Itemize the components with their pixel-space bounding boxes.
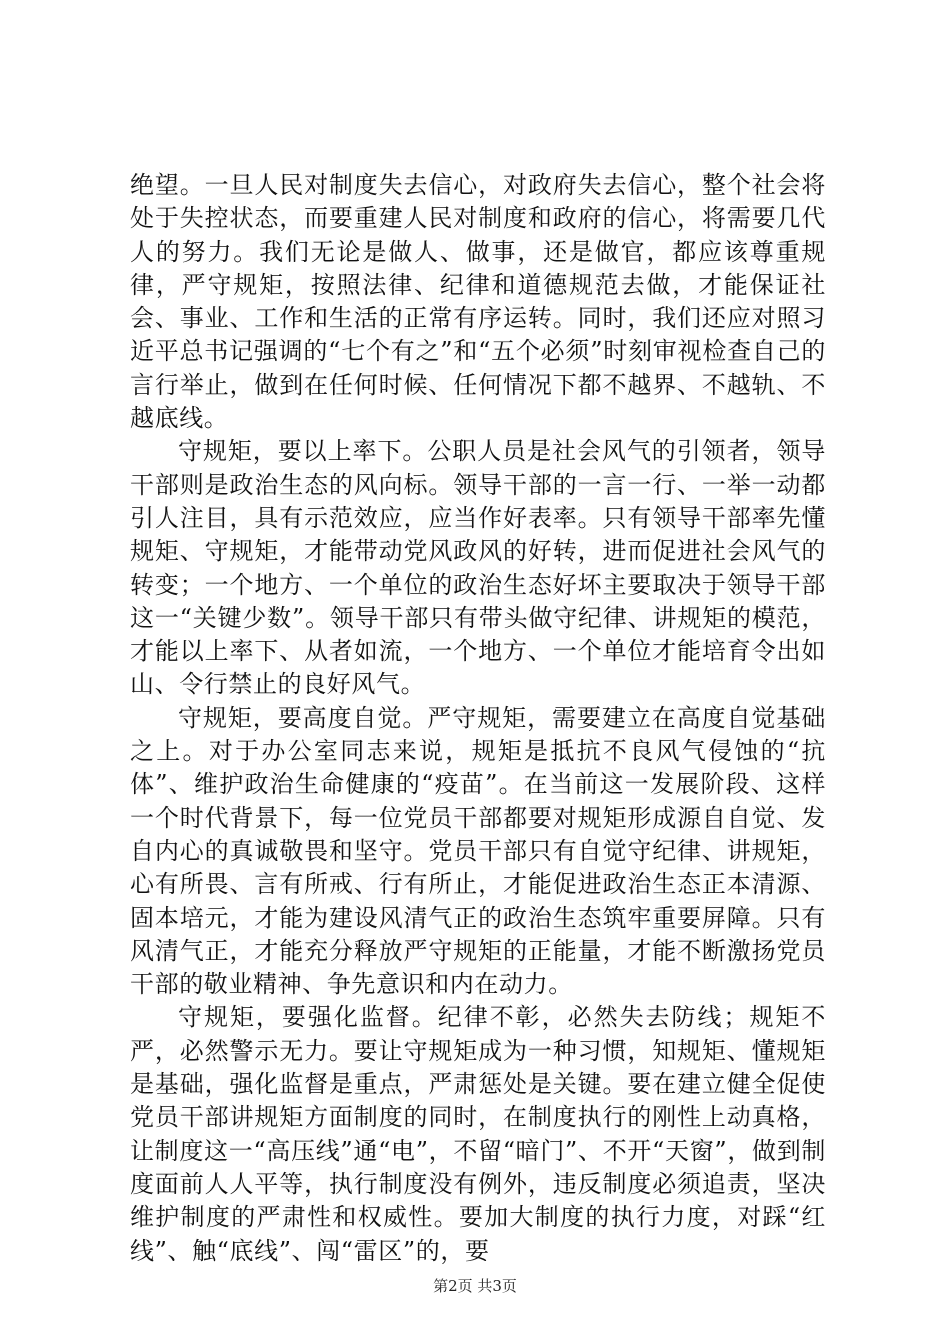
- paragraph-2: 守规矩，要以上率下。公职人员是社会风气的引领者，领导干部则是政治生态的风向标。领导干部的一言一行、一举一动都引人注目，具有示范效应，应当作好表率。只有领导干部率先懂规矩、守规矩，才能带动党风政风的好转，进而促进社会风气的转变；一个地方、一个单位的政治生态好坏主要取决于领导干部这一“关键少数”。领导干部只有带头做守纪律、讲规矩的模范，才能以上率下、从者如流，一个地方、一个单位才能培育令出如山、令行禁止的良好风气。: [130, 437, 826, 699]
- page-footer: 第2页 共3页: [433, 1277, 517, 1295]
- paragraph-3: 守规矩，要高度自觉。严守规矩，需要建立在高度自觉基础之上。对于办公室同志来说，规矩是抵抗不良风气侵蚀的“抗体”、维护政治生命健康的“疫苗”。在当前这一发展阶段、这样一个时代背景下，每一位党员干部都要对规矩形成源自自觉、发自内心的真诚敬畏和坚守。党员干部只有自觉守纪律、讲规矩，心有所畏、言有所戒、行有所止，才能促进政治生态正本清源、固本培元，才能为建设风清气正的政治生态筑牢重要屏障。只有风清气正，才能充分释放严守规矩的正能量，才能不断激扬党员干部的敬业精神、争先意识和内在动力。: [130, 703, 826, 999]
- document-body: [130, 169, 826, 1268]
- paragraph-4: 守规矩，要强化监督。纪律不彰，必然失去防线；规矩不严，必然警示无力。要让守规矩成为一种习惯，知规矩、懂规矩是基础，强化监督是重点，严肃惩处是关键。要在建立健全促使党员干部讲规矩方面制度的同时，在制度执行的刚性上动真格，让制度这一“高压线”通“电”，不留“暗门”、不开“天窗”，做到制度面前人人平等，执行制度没有例外，违反制度必须追责，坚决维护制度的严肃性和权威性。要加大制度的执行力度，对踩“红线”、触“底线”、闯“雷区”的，要: [130, 1003, 826, 1265]
- paragraph-1: 绝望。一旦人民对制度失去信心，对政府失去信心，整个社会将处于失控状态，而要重建人民对制度和政府的信心，将需要几代人的努力。我们无论是做人、做事，还是做官，都应该尊重规律，严守规矩，按照法律、纪律和道德规范去做，才能保证社会、事业、工作和生活的正常有序运转。同时，我们还应对照习近平总书记强调的“七个有之”和“五个必须”时刻审视检查自己的言行举止，做到在任何时候、任何情况下都不越界、不越轨、不越底线。: [130, 171, 826, 433]
